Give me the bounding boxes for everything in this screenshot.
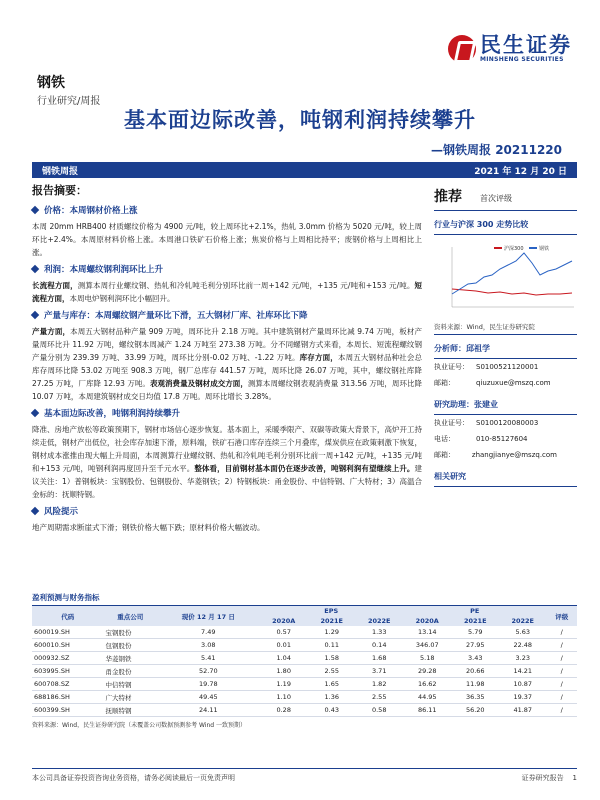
series-steel [452, 253, 572, 294]
table-cell: 1.04 [259, 652, 308, 665]
table-cell: 1.33 [355, 626, 402, 639]
section-text: 长流程方面，测算本周行业螺纹钢、热轧和冷轧吨毛利分别环比前一周+142 元/吨，+135 元/吨和+153 元/吨。短流程方面，本周电炉钢利润环比小幅回升。 [32, 281, 423, 303]
table-cell: 20.66 [452, 665, 499, 678]
table-cell: 24.11 [157, 704, 259, 717]
rating-sub: 首次评级 [480, 194, 512, 203]
table-cell: 86.11 [403, 704, 452, 717]
section-text: 地产周期需求断崖式下滑；钢铁价格大幅下跌；原材料价格大幅波动。 [32, 523, 265, 532]
table-cell: 1.19 [259, 678, 308, 691]
table-cell: 0.57 [259, 626, 308, 639]
col-price: 现价 12 月 17 日 [157, 606, 259, 626]
table-cell: 5.18 [403, 652, 452, 665]
report-subtitle: —钢铁周报 20211220 [431, 143, 562, 157]
col-year: 2020A [259, 616, 308, 626]
table-cell: 56.20 [452, 704, 499, 717]
table-cell: 宝钢股份 [103, 626, 157, 639]
table-cell: 19.37 [499, 691, 546, 704]
logo-cn: 民生证券 [480, 33, 572, 57]
sidebar [434, 186, 577, 487]
legend-b: 钢铁 [539, 246, 550, 252]
table-cell: 5.41 [157, 652, 259, 665]
table-row [32, 626, 577, 639]
table-note: 资料来源：Wind，民生证券研究院（未覆盖公司数据预测参考 Wind 一致预期） [32, 722, 246, 729]
table-cell: 000932.SZ [32, 652, 103, 665]
col-rating: 评级 [546, 606, 577, 626]
table-cell: 36.35 [452, 691, 499, 704]
table-cell: 0.58 [355, 704, 402, 717]
col-year: 2022E [355, 616, 402, 626]
section-text: 本周 20mm HRB400 材质螺纹价格为 4900 元/吨，较上周环比+2.1%，热轧 3.0mm 价格为 5020 元/吨，较上周环比+2.4%。本周原材料价格上涨。本周港口铁矿石价格上涨；焦炭价格与上周相比持平；废钢价格与上周相比上涨。 [32, 222, 422, 257]
table-cell: 14.21 [499, 665, 546, 678]
diamond-icon [31, 265, 39, 273]
trend-chart-svg [434, 239, 577, 319]
chart-source: 资料来源：Wind，民生证券研究院 [434, 319, 577, 335]
sector-label: 钢铁 [37, 75, 65, 91]
legend-swatch-b [529, 247, 537, 249]
chart-heading: 行业与沪深 300 走势比较 [434, 219, 577, 235]
table-row [32, 678, 577, 691]
col-name: 重点公司 [103, 606, 157, 626]
col-year: 2021E [452, 616, 499, 626]
col-year: 2022E [499, 616, 546, 626]
logo-en: MINSHENG SECURITIES [480, 56, 564, 63]
table-row [32, 639, 577, 652]
table-cell: 广大特材 [103, 691, 157, 704]
group-pe: PE [403, 606, 547, 616]
table-cell: / [546, 691, 577, 704]
footer-right: 证券研究报告 1 [521, 774, 577, 782]
table-cell: / [546, 639, 577, 652]
table-cell: 603995.SH [32, 665, 103, 678]
col-year: 2020A [403, 616, 452, 626]
table-cell: 600708.SZ [32, 678, 103, 691]
table-cell: 3.23 [499, 652, 546, 665]
diamond-icon [31, 206, 39, 214]
info-band [32, 162, 577, 178]
footer-disclaimer: 本公司具备证券投资咨询业务资格，请务必阅读最后一页免责声明 [32, 774, 235, 782]
table-cell: / [546, 704, 577, 717]
table-cell: 0.43 [308, 704, 355, 717]
section-heading: 风险提示 [32, 505, 422, 517]
rating-main: 推荐 [434, 189, 462, 205]
analyst-row: 执业证号： S0100521120001 [434, 363, 539, 371]
table-cell: 1.29 [308, 626, 355, 639]
table-row [32, 704, 577, 717]
table-cell: 22.48 [499, 639, 546, 652]
group-eps: EPS [259, 606, 403, 616]
table-cell: 346.07 [403, 639, 452, 652]
table-cell: 11.98 [452, 678, 499, 691]
table-cell: 13.14 [403, 626, 452, 639]
rating-box [434, 186, 577, 211]
table-cell: 44.95 [403, 691, 452, 704]
table-cell: 600399.SH [32, 704, 103, 717]
table-cell: / [546, 678, 577, 691]
table-cell: 600010.SH [32, 639, 103, 652]
table-cell: 29.28 [403, 665, 452, 678]
table-cell: 49.45 [157, 691, 259, 704]
table-row [32, 691, 577, 704]
table-cell: 1.36 [308, 691, 355, 704]
legend-swatch-a [494, 247, 502, 249]
report-date: 2021 年 12 月 20 日 [474, 166, 567, 177]
report-title: 基本面边际改善，吨钢利润持续攀升 [124, 108, 476, 132]
table-cell: / [546, 626, 577, 639]
table-cell: 27.95 [452, 639, 499, 652]
legend-a: 沪深300 [504, 246, 524, 252]
series-hs300 [452, 289, 572, 295]
summary-heading: 报告摘要： [32, 184, 87, 197]
section-text: 产量方面，本周五大钢材品种产量 909 万吨，周环比升 2.18 万吨。其中建筑钢材产量周环比减 9.74 万吨，板材产量周环比升 11.92 万吨，螺纹钢本周减产 1.24 万吨至 273.38 万吨。分不同螺钢方式来看，本周长、短流程螺纹钢产量分别为 239.39 万吨、33.99 万吨，周环比分别-0.02 万吨、-1.22 万吨。库存方面，本周五大钢材品种社会总库存周环比降 53.02 万吨至 908.3 万吨，钢厂总库存 441.57 万吨，周环比降 26.07 万吨，其中，螺纹钢社库降 27.25 万吨，厂库降 12.93 万吨。表观消费量及钢材成交方面，测算本周螺纹钢表观消费量 313.56 万吨，周环比降 10.07 万吨，本周建筑钢材成交日均值 17.8 万吨。周环比增长 3.28%。 [32, 327, 423, 401]
table-cell: 0.28 [259, 704, 308, 717]
trend-chart [434, 239, 577, 319]
assistant-row: 邮箱： zhangjianye@mszq.com [434, 451, 557, 459]
section-heading: 利润：本周螺纹钢利润环比上升 [32, 263, 422, 275]
table-cell: 1.68 [355, 652, 402, 665]
related-heading: 相关研究 [434, 471, 577, 487]
section-heading: 产量与库存：本周螺纹钢产量环比下滑，五大钢材厂库、社库环比下降 [32, 309, 422, 321]
table-cell: 2.55 [308, 665, 355, 678]
col-year: 2021E [308, 616, 355, 626]
table-cell: 10.87 [499, 678, 546, 691]
assistant-row: 电话： 010-85127604 [434, 435, 528, 443]
table-cell: 1.80 [259, 665, 308, 678]
table-cell: 7.49 [157, 626, 259, 639]
table-cell: 5.63 [499, 626, 546, 639]
table-cell: 3.43 [452, 652, 499, 665]
section-heading: 价格：本周钢材价格上涨 [32, 204, 422, 216]
table-row [32, 665, 577, 678]
table-cell: 19.78 [157, 678, 259, 691]
page-footer [32, 768, 577, 783]
table-cell: 3.08 [157, 639, 259, 652]
table-cell: 中信特钢 [103, 678, 157, 691]
table-cell: 2.55 [355, 691, 402, 704]
table-cell: 华菱钢铁 [103, 652, 157, 665]
table-cell: / [546, 652, 577, 665]
analyst-heading: 分析师：邱祖学 [434, 343, 577, 359]
diamond-icon [31, 409, 39, 417]
table-title: 盈利预测与财务指标 [32, 592, 577, 606]
diamond-icon [31, 507, 39, 515]
table-cell: 52.70 [157, 665, 259, 678]
assistant-row: 执业证号： S0100120080003 [434, 419, 539, 427]
table-cell: 1.65 [308, 678, 355, 691]
table-cell: 5.79 [452, 626, 499, 639]
assistant-heading: 研究助理：张建业 [434, 399, 577, 415]
col-code: 代码 [32, 606, 103, 626]
logo-icon [448, 35, 476, 63]
table-cell: 0.11 [308, 639, 355, 652]
company-logo [448, 34, 572, 63]
table-cell: 1.58 [308, 652, 355, 665]
report-header [0, 0, 600, 110]
summary-column [32, 182, 422, 538]
table-cell: 3.71 [355, 665, 402, 678]
table-cell: 0.14 [355, 639, 402, 652]
table-cell: 16.62 [403, 678, 452, 691]
table-cell: 抚顺特钢 [103, 704, 157, 717]
diamond-icon [31, 311, 39, 319]
forecast-table [32, 592, 577, 729]
section-heading: 基本面边际改善，吨钢利润持续攀升 [32, 407, 422, 419]
table-row [32, 652, 577, 665]
financial-table [32, 606, 577, 717]
table-cell: / [546, 665, 577, 678]
table-cell: 688186.SH [32, 691, 103, 704]
table-cell: 600019.SH [32, 626, 103, 639]
table-cell: 1.82 [355, 678, 402, 691]
band-left: 钢铁周报 [42, 166, 79, 177]
table-cell: 甬金股份 [103, 665, 157, 678]
table-cell: 41.87 [499, 704, 546, 717]
report-type: 行业研究/周报 [37, 96, 101, 107]
section-text: 降准、房地产放松等政策预期下，钢材市场信心逐步恢复。基本面上，采暖季限产、双碳等政策大背景下，高炉开工持续走低，钢材产出低位，社会库存加速下滑，原料端，铁矿石港口库存连续三个月叠库，煤炭供应在政策刺激下恢复，钢材成本涨推由现大幅上升局面，本周测算行业螺纹钢、热轧和冷轧吨毛利分别环比前一周+142 元/吨，+135 元/吨和+153 元/吨，吨钢利润再度回升至千元水平。整体看，目前钢材基本面仍在逐步改善，吨钢利润有望继续上升。建议关注：1）普钢板块：宝钢股份、包钢股份、华菱钢铁；2）特钢板块：甬金股份、中信特钢、广大特材；3）高温合金标的：抚顺特钢。 [32, 425, 422, 499]
table-cell: 0.01 [259, 639, 308, 652]
table-cell: 包钢股份 [103, 639, 157, 652]
analyst-row: 邮箱： qiuzuxue@mszq.com [434, 379, 551, 387]
table-cell: 1.10 [259, 691, 308, 704]
